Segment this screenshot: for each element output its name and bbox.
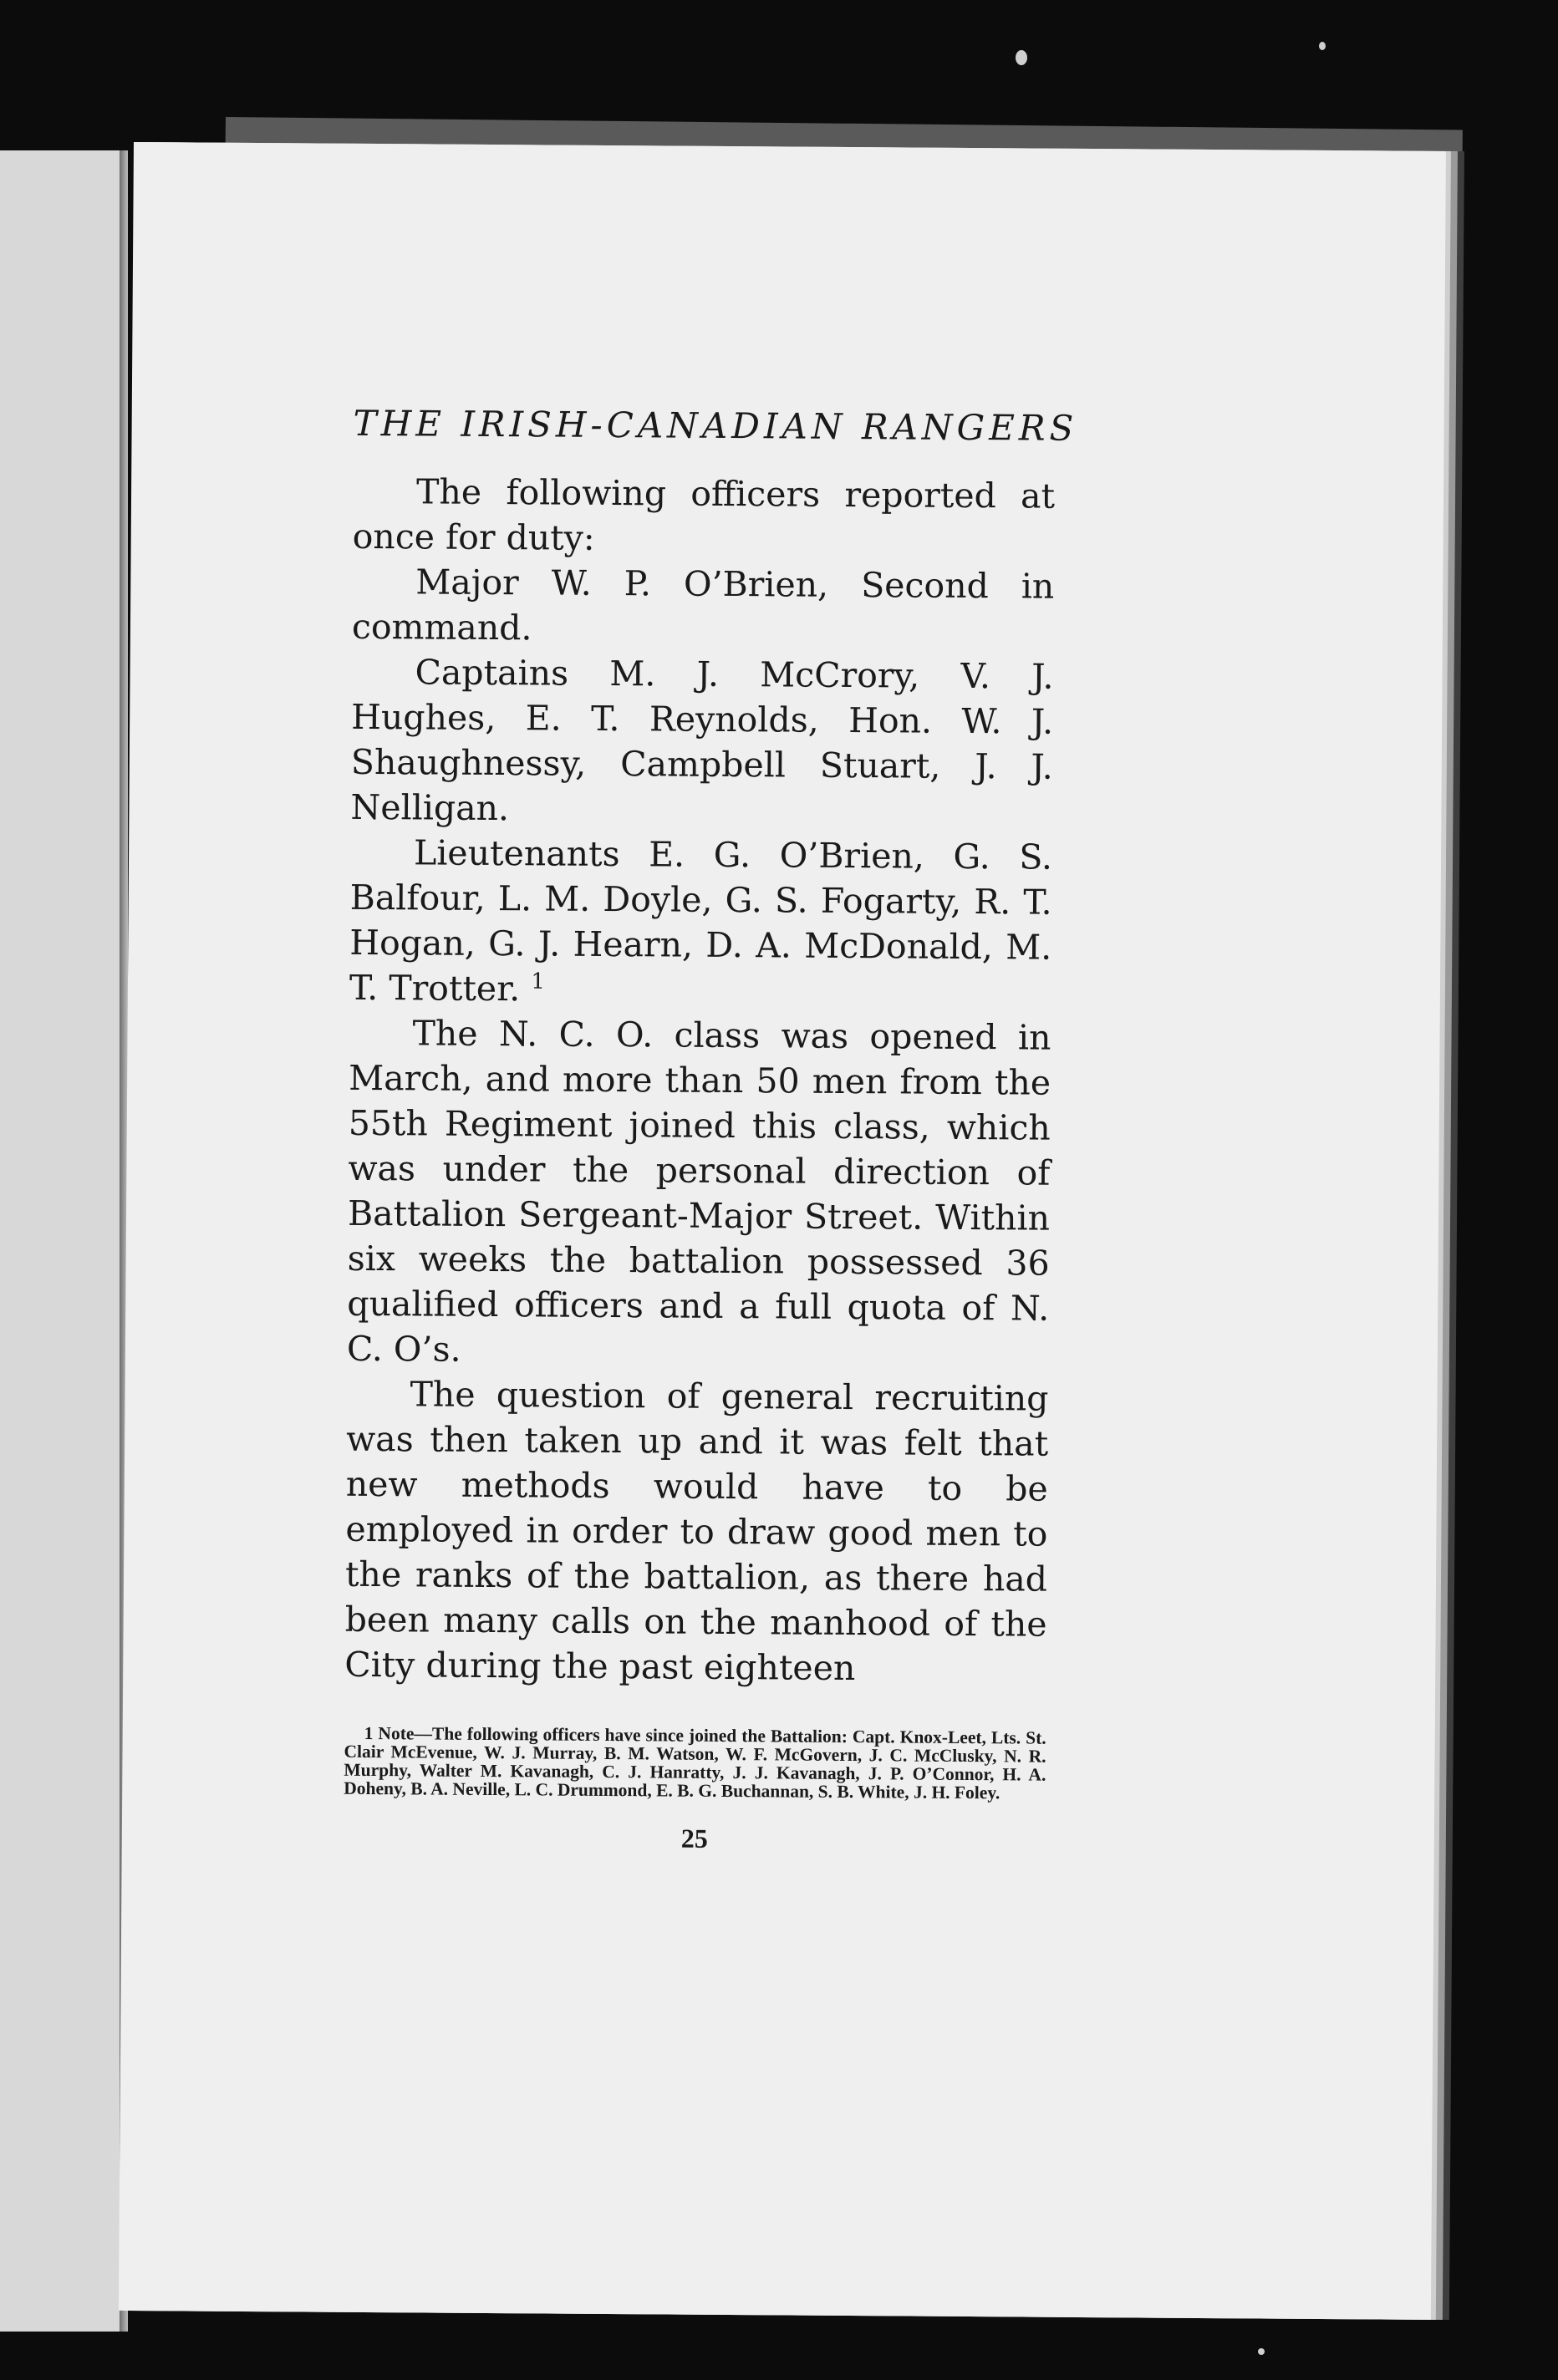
paragraph: The N. C. O. class was opened in March, and more than 50 men from the 55th Regiment joined this class, which was under the personal direction of Battalion Sergeant-Major Street. Within six weeks the battalion possessed 36 qualified officers and a full quota of N. C. O’s. [346, 1013, 1051, 1370]
film-speck [1258, 2348, 1265, 2355]
book-page [119, 142, 1446, 2320]
footnote-marker: 1 [364, 1722, 374, 1744]
body-text [344, 469, 1055, 1692]
facing-page-edge [0, 150, 123, 2332]
page-content [344, 402, 1078, 1857]
paragraph: Major W. P. O’Brien, Second in command. [351, 562, 1055, 648]
paragraph-text: Lieutenants E. G. O’Brien, G. S. Balfour, L. M. Doyle, G. S. Fogarty, R. T. Hogan, G. J. Hearn, D. A. McDonald, M. T. Trotter. [349, 832, 1053, 1009]
film-speck [1319, 42, 1326, 50]
paragraph: The following officers reported at once for duty: [352, 471, 1056, 558]
paragraph: The question of general recruiting was then taken up and it was felt that new methods would have to be employed in order to draw good men to the ranks of the battalion, as there had been many calls on the manhood of the City during the past eighteen [344, 1374, 1049, 1689]
page-number: 25 [680, 1823, 708, 1854]
footnote-text: Note—The following officers have since joined the Battalion: Capt. Knox-Leet, Lts. St. Clair McEvenue, W. J. Murray, B. M. Watson, W. F. McGovern, J. C. McClusky, N. R. Murphy, Walter M. Kavanagh, C. J. Hanratty, J. J. Kavanagh, J. P. O’Connor, H. A. Doheny, B. A. Neville, L. C. Drummond, E. B. G. Buchannan, S. B. White, J. H. Foley. [344, 1723, 1046, 1803]
footnote [344, 1724, 1046, 1803]
footnote-reference: 1 [531, 969, 546, 994]
paragraph: Captains M. J. McCrory, V. J. Hughes, E. T. Reynolds, Hon. W. J. Shaughnessy, Campbell Stuart, J. J. Nelligan. [350, 652, 1054, 829]
paragraph [349, 830, 1052, 1015]
running-head: THE IRISH-CANADIAN RANGERS [353, 402, 1078, 449]
film-speck [1016, 50, 1027, 65]
